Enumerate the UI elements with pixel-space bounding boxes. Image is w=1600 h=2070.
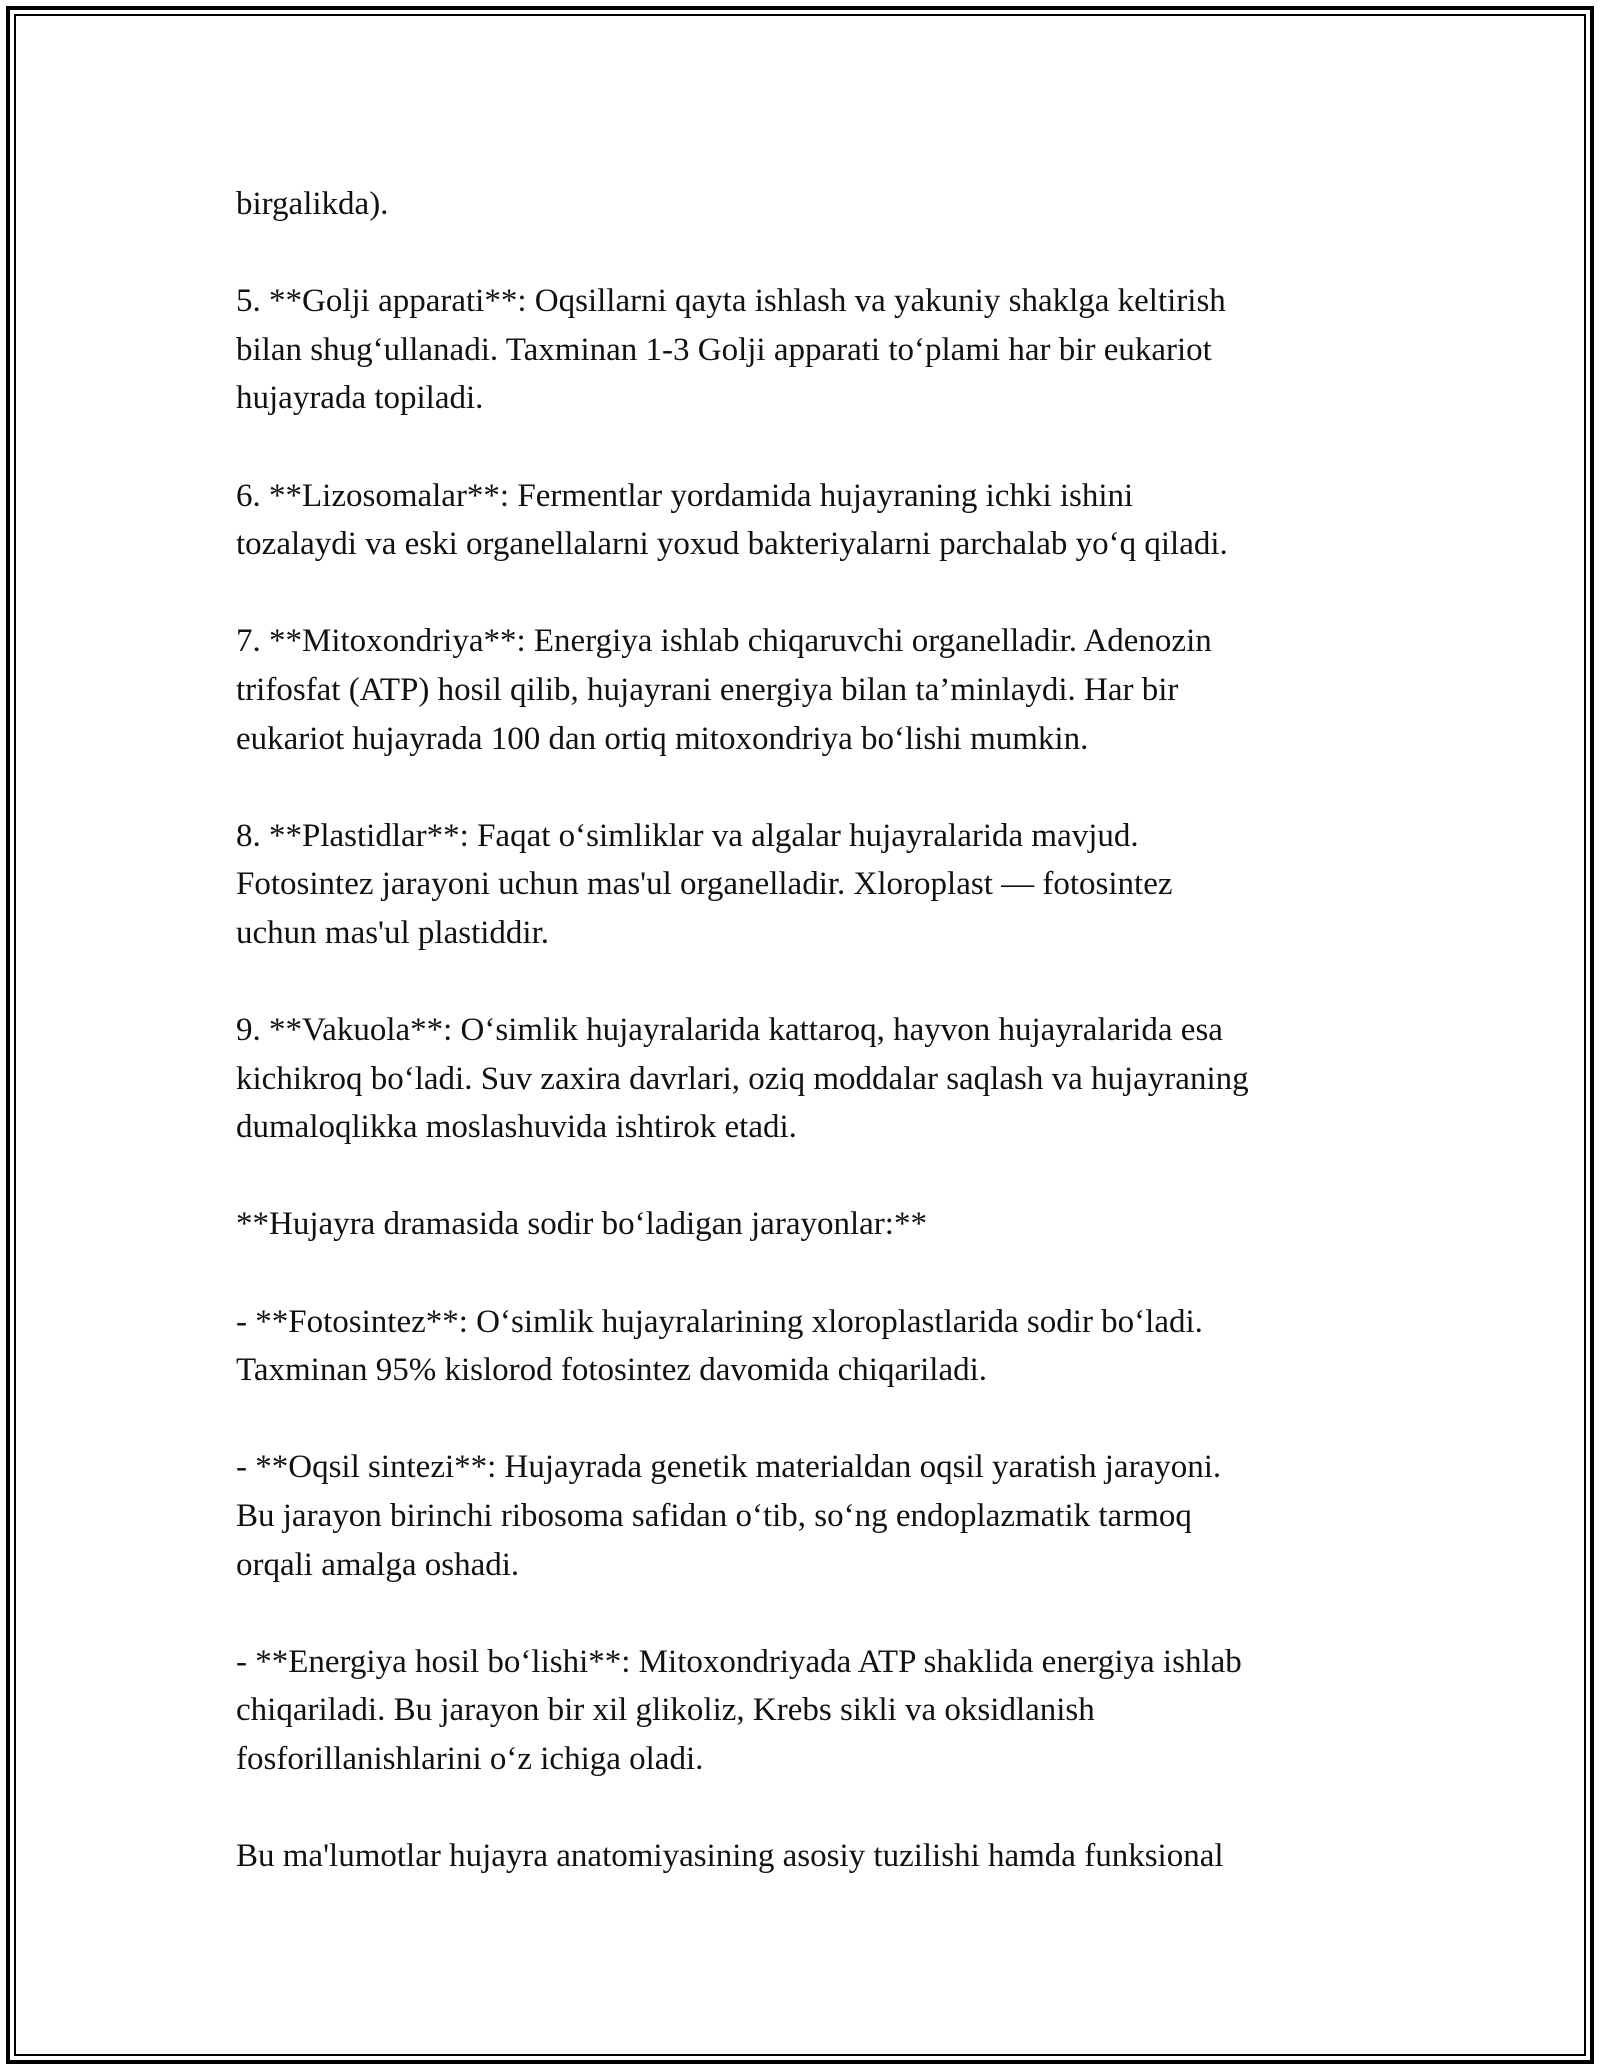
text-line: 8. **Plastidlar**: Faqat o‘simliklar va algalar hujayralarida mavjud. bbox=[236, 817, 1139, 854]
text-line: - **Oqsil sintezi**: Hujayrada genetik materialdan oqsil yaratish jarayoni. bbox=[236, 1449, 1222, 1486]
text-line: dumaloqlikka moslashuvida ishtirok etadi. bbox=[236, 1109, 797, 1146]
text-line: fosforillanishlarini o‘z ichiga oladi. bbox=[236, 1741, 704, 1777]
text-line: bilan shug‘ullanadi. Taxminan 1-3 Golji apparati to‘plami har bir eukariot bbox=[236, 331, 1212, 368]
text-line: - **Energiya hosil bo‘lishi**: Mitoxondriyada ATP shaklida energiya ishlab bbox=[236, 1643, 1242, 1680]
paragraph-vacuole bbox=[236, 1006, 1376, 1152]
text-line: tozalaydi va eski organellalarni yoxud bakteriyalarni parchalab yo‘q qiladi. bbox=[236, 526, 1228, 563]
text-line: 6. **Lizosomalar**: Fermentlar yordamida hujayraning ichki ishini bbox=[236, 477, 1134, 514]
section-heading-processes bbox=[236, 1200, 1376, 1249]
document-body bbox=[236, 180, 1376, 1881]
text-line: Taxminan 95% kislorod fotosintez davomida chiqariladi. bbox=[236, 1352, 988, 1389]
text-line: hujayrada topiladi. bbox=[236, 380, 484, 417]
text-line: Bu ma'lumotlar hujayra anatomiyasining asosiy tuzilishi hamda funksional bbox=[236, 1838, 1224, 1875]
paragraph-lysosomes bbox=[236, 472, 1376, 569]
paragraph-plastids bbox=[236, 812, 1376, 958]
text-line: trifosfat (ATP) hosil qilib, hujayrani energiya bilan ta’minlaydi. Har bir bbox=[236, 671, 1179, 708]
text-line: uchun mas'ul plastiddir. bbox=[236, 914, 550, 951]
text-line: kichikroq bo‘ladi. Suv zaxira davrlari, oziq moddalar saqlash va hujayraning bbox=[236, 1060, 1249, 1097]
text-line: - **Fotosintez**: O‘simlik hujayralarining xloroplastlarida sodir bo‘ladi. bbox=[236, 1303, 1203, 1340]
paragraph-conclusion bbox=[236, 1832, 1376, 1881]
text-line: 9. **Vakuola**: O‘simlik hujayralarida kattaroq, hayvon hujayralarida esa bbox=[236, 1012, 1223, 1049]
text-line: orqali amalga oshadi. bbox=[236, 1546, 520, 1583]
list-item-protein-synthesis bbox=[236, 1443, 1376, 1589]
list-item-photosynthesis bbox=[236, 1298, 1376, 1395]
list-item-energy-production bbox=[236, 1638, 1376, 1784]
text-line: 5. **Golji apparati**: Oqsillarni qayta ishlash va yakuniy shaklga keltirish bbox=[236, 283, 1226, 320]
text-line: eukariot hujayrada 100 dan ortiq mitoxondriya bo‘lishi mumkin. bbox=[236, 720, 1089, 757]
paragraph-golgi bbox=[236, 277, 1376, 423]
text-line: chiqariladi. Bu jarayon bir xil glikoliz, Krebs sikli va oksidlanish bbox=[236, 1692, 1095, 1729]
text-line: Bu jarayon birinchi ribosoma safidan o‘tib, so‘ng endoplazmatik tarmoq bbox=[236, 1498, 1192, 1535]
paragraph-continuation bbox=[236, 180, 1376, 229]
text-line: birgalikda). bbox=[236, 186, 389, 222]
text-line: 7. **Mitoxondriya**: Energiya ishlab chiqaruvchi organelladir. Adenozin bbox=[236, 623, 1212, 660]
text-line: **Hujayra dramasida sodir bo‘ladigan jarayonlar:** bbox=[236, 1206, 927, 1243]
text-line: Fotosintez jarayoni uchun mas'ul organelladir. Xloroplast — fotosintez bbox=[236, 866, 1173, 903]
paragraph-mitochondria bbox=[236, 617, 1376, 763]
